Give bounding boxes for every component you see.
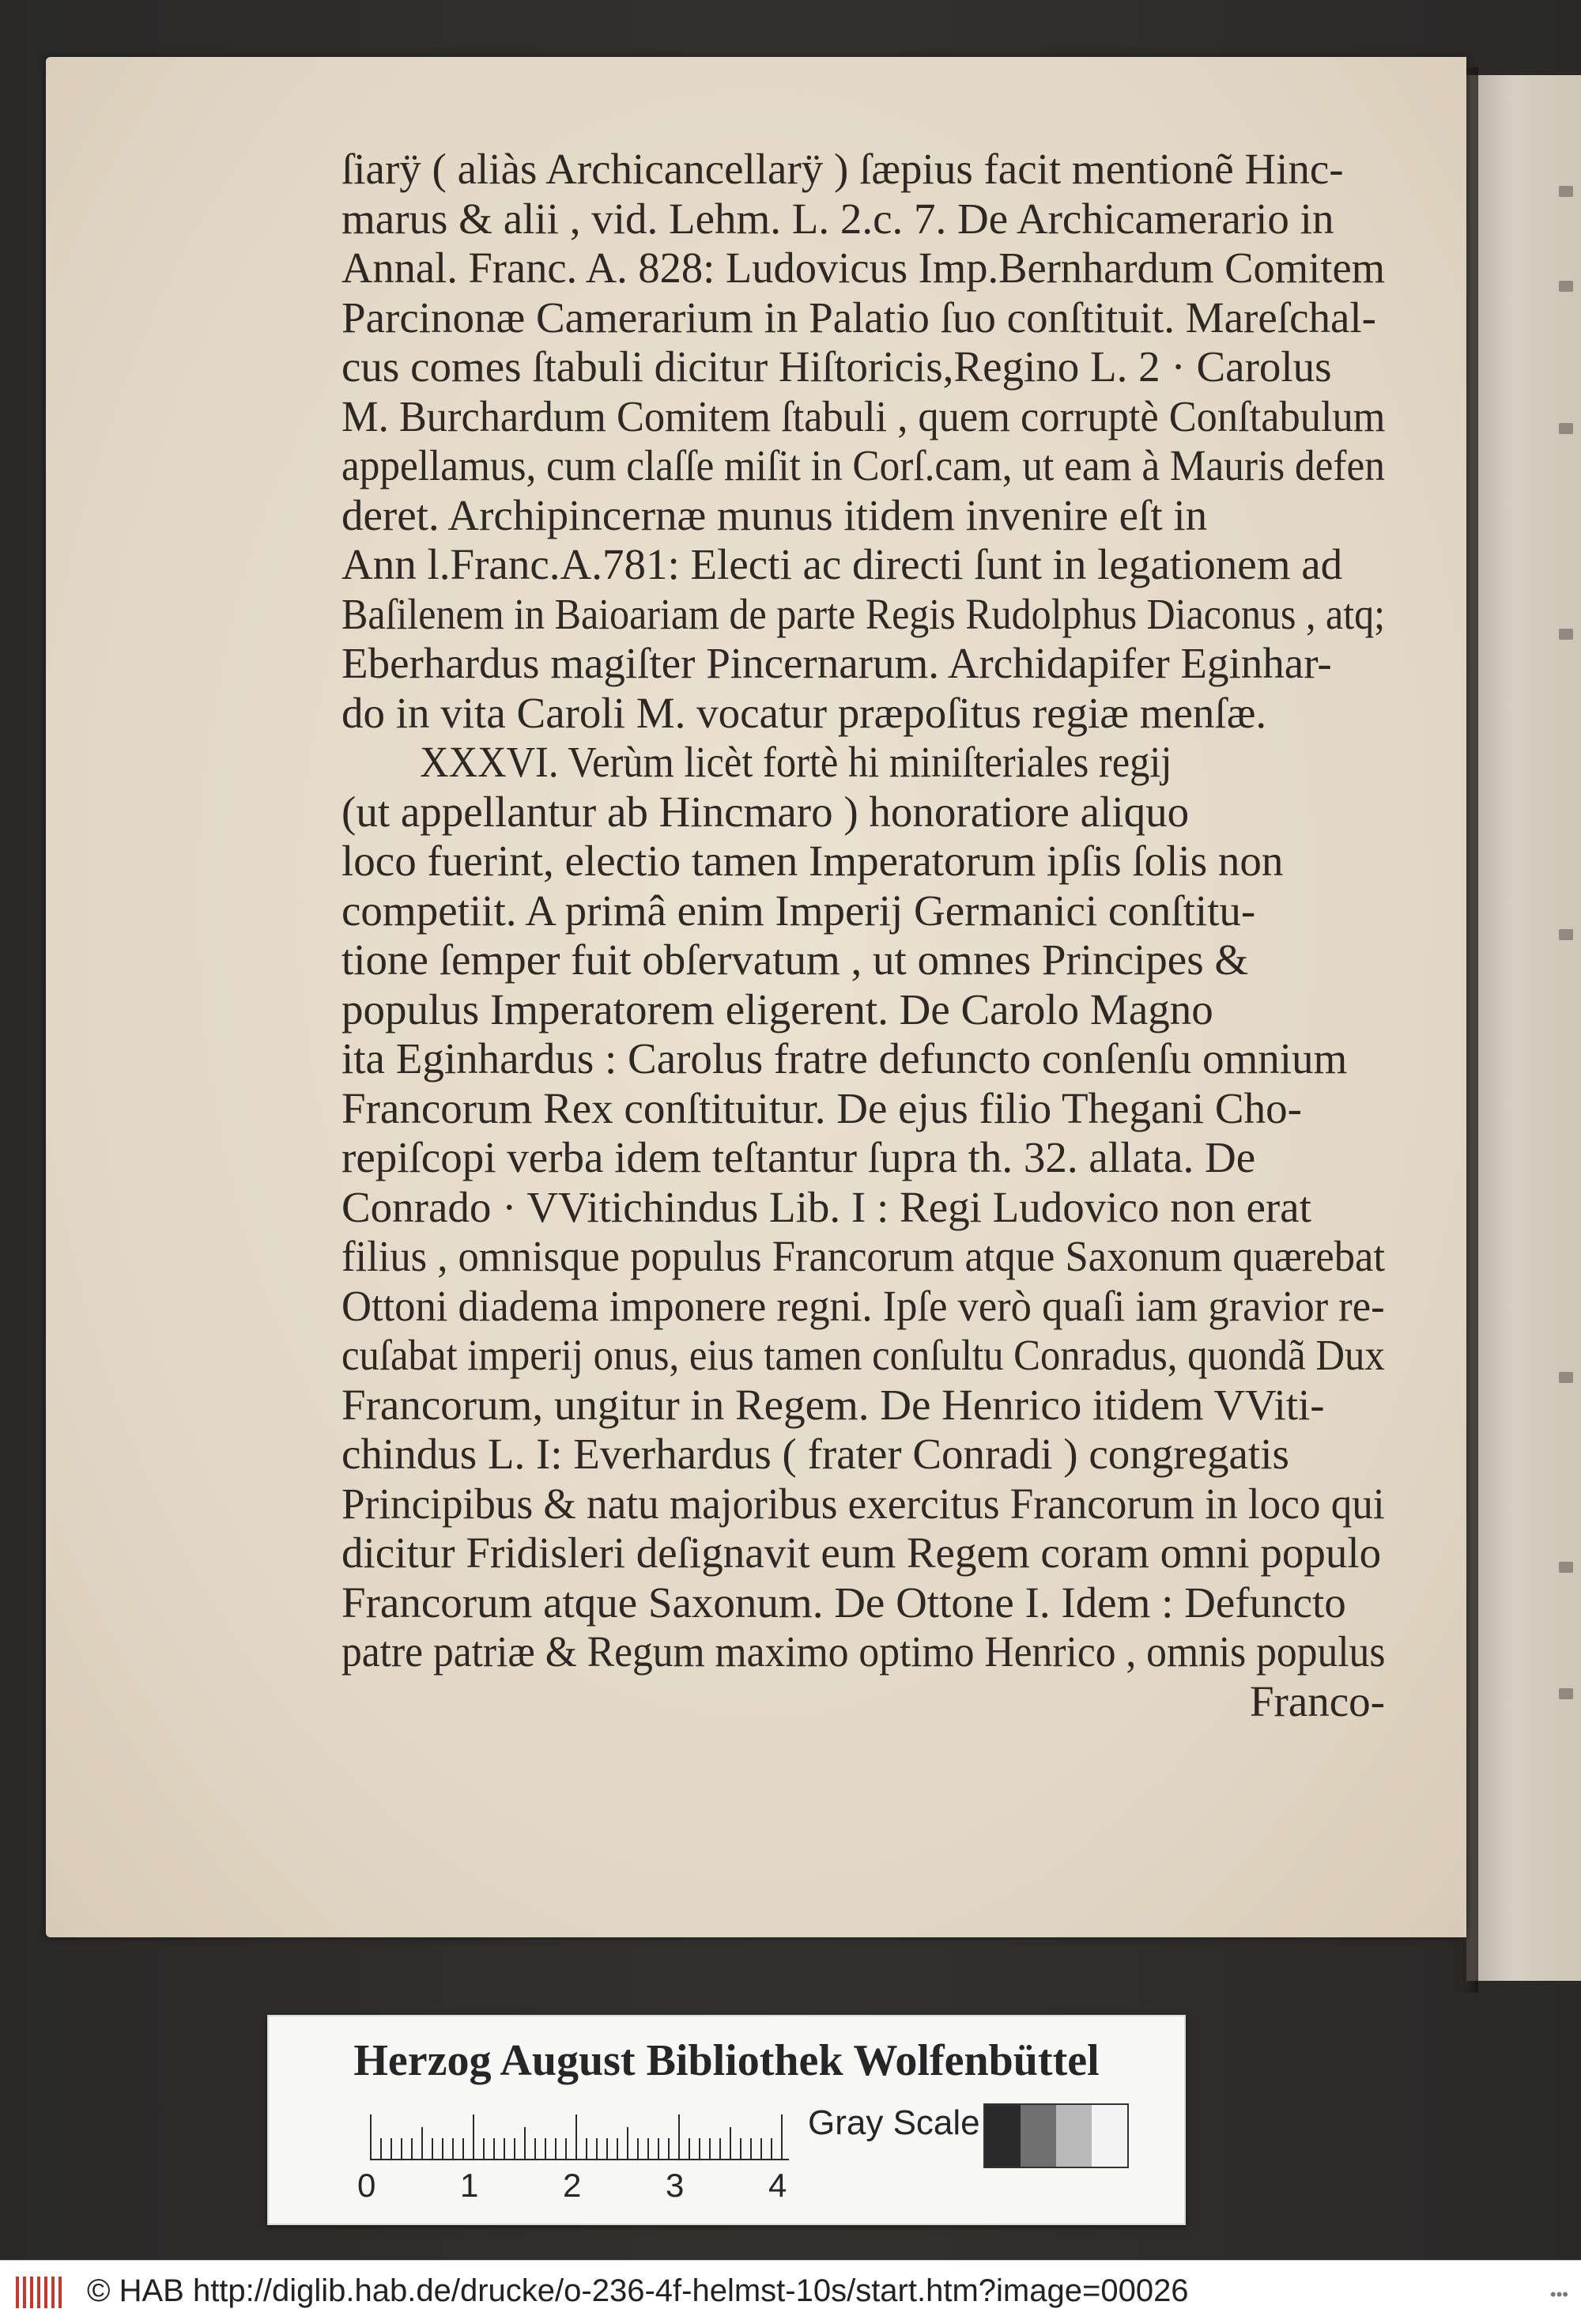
ruler-tick — [380, 2138, 382, 2159]
ruler-tick — [678, 2114, 680, 2159]
gray-swatch — [1056, 2105, 1092, 2167]
text-line: loco fuerint, electio tamen Imperatorum ipſis ſolis non — [341, 837, 1284, 885]
text-line: Ottoni diadema imponere regni. Ipſe verò quaſi iam gravior re- — [341, 1281, 1385, 1330]
text-line: XXXVI. Verùm licèt fortè hi miniſteriales regij — [420, 738, 1172, 786]
logo-bar — [23, 2277, 26, 2308]
text-line: ſiarÿ ( aliàs Archicancellarÿ ) ſæpius facit mentionẽ Hinc- — [341, 145, 1344, 193]
ruler-tick — [647, 2138, 649, 2159]
text-line: repiſcopi verba idem teſtantur ſupra th. 32. allata. De — [341, 1133, 1256, 1181]
ruler-tick — [750, 2138, 752, 2159]
text-line: competiit. A primâ enim Imperij Germanici conſtitu- — [341, 886, 1256, 935]
library-name: Herzog August Bibliothek Wolfenbüttel — [353, 2036, 1100, 2085]
ruler-number: 2 — [563, 2167, 582, 2204]
text-line: appellamus, cum claſſe miſit in Corſ.cam, ut eam à Mauris defen — [341, 441, 1385, 489]
ruler-tick — [514, 2138, 515, 2159]
ruler-tick — [565, 2138, 567, 2159]
text-line: Baſilenem in Baioariam de parte Regis Rudolphus Diaconus , atq; — [341, 589, 1386, 638]
text-line: chindus L. I: Everhardus ( frater Conradi ) congregatis — [341, 1430, 1289, 1478]
text-line: Conrado · VVitichindus Lib. I : Regi Ludovico non erat — [341, 1182, 1311, 1231]
ruler-tick — [452, 2138, 454, 2159]
text-line: cus comes ſtabuli dicitur Hiſtoricis,Regino L. 2 · Carolus — [341, 342, 1332, 391]
text-line: (ut appellantur ab Hincmaro ) honoratiore aliquo — [341, 787, 1190, 836]
text-line: tione ſemper fuit obſervatum , ut omnes Principes & — [341, 935, 1249, 984]
ruler-tick — [596, 2138, 598, 2159]
text-line: M. Burchardum Comitem ſtabuli , quem corruptè Conſtabulum — [341, 391, 1386, 440]
ruler-tick — [760, 2138, 762, 2159]
ruler-tick — [411, 2138, 413, 2159]
hab-logo-icon — [16, 2277, 63, 2308]
text-line: deret. Archipincernæ munus itidem invenire eſt in — [341, 490, 1208, 539]
bleed-through-mark — [1559, 929, 1573, 940]
text-line: dicitur Fridisleri deſignavit eum Regem coram omni populo — [341, 1529, 1382, 1577]
bleed-through-mark — [1559, 186, 1573, 197]
bleed-through-mark — [1559, 281, 1573, 292]
color-calibration-card — [267, 2015, 1186, 2225]
ruler-tick — [555, 2138, 557, 2159]
ruler-tick — [370, 2114, 372, 2159]
ruler-tick — [473, 2114, 474, 2159]
ruler-tick — [534, 2138, 536, 2159]
ruler-tick — [719, 2138, 721, 2159]
ruler-tick — [391, 2138, 392, 2159]
gray-swatch — [1092, 2105, 1127, 2167]
ruler-tick — [689, 2138, 690, 2159]
text-line: marus & alii , vid. Lehm. L. 2.c. 7. De Archicamerario in — [341, 194, 1334, 243]
more-icon[interactable]: ••• — [1549, 2284, 1568, 2304]
logo-bar — [16, 2277, 19, 2308]
text-line: Principibus & natu majoribus exercitus Francorum in loco qui — [341, 1479, 1385, 1528]
logo-bar — [51, 2277, 55, 2308]
bleed-through-mark — [1559, 1372, 1573, 1383]
text-line: Ann l.Franc.A.781: Electi ac directi ſunt in legationem ad — [341, 540, 1343, 588]
gray-scale-label: Gray Scale — [808, 2103, 980, 2142]
text-line: populus Imperatorem eligerent. De Carolo Magno — [341, 984, 1213, 1034]
facing-page-edge — [1466, 75, 1581, 1981]
scale-ruler — [370, 2111, 789, 2160]
text-line: Francorum, ungitur in Regem. De Henrico itidem VViti- — [341, 1380, 1325, 1429]
ruler-tick — [504, 2138, 505, 2159]
ruler-tick — [699, 2138, 700, 2159]
ruler-tick — [545, 2138, 546, 2159]
logo-bar — [37, 2277, 40, 2308]
logo-bar — [44, 2277, 47, 2308]
ruler-tick — [781, 2114, 783, 2159]
gray-swatch — [985, 2105, 1021, 2167]
text-line: Francorum Rex conſtituitur. De ejus filio Thegani Cho- — [341, 1083, 1302, 1132]
text-line: patre patriæ & Regum maximo optimo Henrico , omnis populus — [341, 1627, 1386, 1676]
ruler-tick — [401, 2138, 402, 2159]
page-text — [341, 145, 1385, 1726]
footer-bar — [0, 2260, 1581, 2324]
text-line: Eberhardus magiſter Pincernarum. Archidapifer Eginhar- — [341, 639, 1332, 687]
ruler-tick — [740, 2138, 741, 2159]
ruler-tick — [432, 2138, 433, 2159]
bleed-through-mark — [1559, 1562, 1573, 1573]
logo-bar — [30, 2277, 33, 2308]
source-url[interactable]: © HAB http://diglib.hab.de/drucke/o-236-4f-helmst-10s/start.htm?image=00026 — [87, 2273, 1189, 2308]
text-line: Annal. Franc. A. 828: Ludovicus Imp.Bernhardum Comitem — [341, 244, 1386, 292]
ruler-tick — [730, 2127, 731, 2159]
ruler-tick — [421, 2127, 423, 2159]
text-line: Francorum atque Saxonum. De Ottone I. Idem : Defuncto — [341, 1578, 1346, 1627]
text-line: filius , omnisque populus Francorum atque Saxonum quærebat — [341, 1232, 1385, 1280]
ruler-number: 3 — [666, 2167, 685, 2204]
text-line: Franco- — [1249, 1676, 1385, 1725]
bleed-through-mark — [1559, 1688, 1573, 1699]
ruler-tick — [627, 2127, 628, 2159]
ruler-tick — [771, 2138, 772, 2159]
ruler-number: 4 — [768, 2167, 787, 2204]
ruler-numbers — [357, 2167, 832, 2209]
ruler-tick — [575, 2114, 577, 2159]
text-line: cuſabat imperij onus, eius tamen conſultu Conradus, quondã Dux — [341, 1331, 1385, 1379]
ruler-tick — [586, 2138, 587, 2159]
ruler-tick — [483, 2138, 485, 2159]
ruler-number: 1 — [460, 2167, 479, 2204]
text-line: ita Eginhardus : Carolus fratre defuncto conſenſu omnium — [341, 1034, 1348, 1083]
ruler-tick — [658, 2138, 659, 2159]
ruler-tick — [606, 2138, 608, 2159]
ruler-number: 0 — [357, 2167, 376, 2204]
ruler-tick — [617, 2138, 618, 2159]
ruler-tick — [668, 2138, 670, 2159]
bleed-through-mark — [1559, 629, 1573, 640]
ruler-tick — [637, 2138, 639, 2159]
text-line: Parcinonæ Camerarium in Palatio ſuo conſtituit. Mareſchal- — [341, 293, 1376, 342]
bleed-through-mark — [1559, 423, 1573, 434]
gray-scale-swatches — [983, 2103, 1129, 2168]
ruler-tick — [442, 2138, 443, 2159]
gray-swatch — [1021, 2105, 1056, 2167]
ruler-tick — [709, 2138, 711, 2159]
ruler-tick — [493, 2138, 495, 2159]
logo-bar — [58, 2277, 62, 2308]
ruler-tick — [462, 2138, 464, 2159]
text-line: do in vita Caroli M. vocatur præpoſitus regiæ menſæ. — [341, 688, 1267, 737]
ruler-tick — [524, 2127, 526, 2159]
